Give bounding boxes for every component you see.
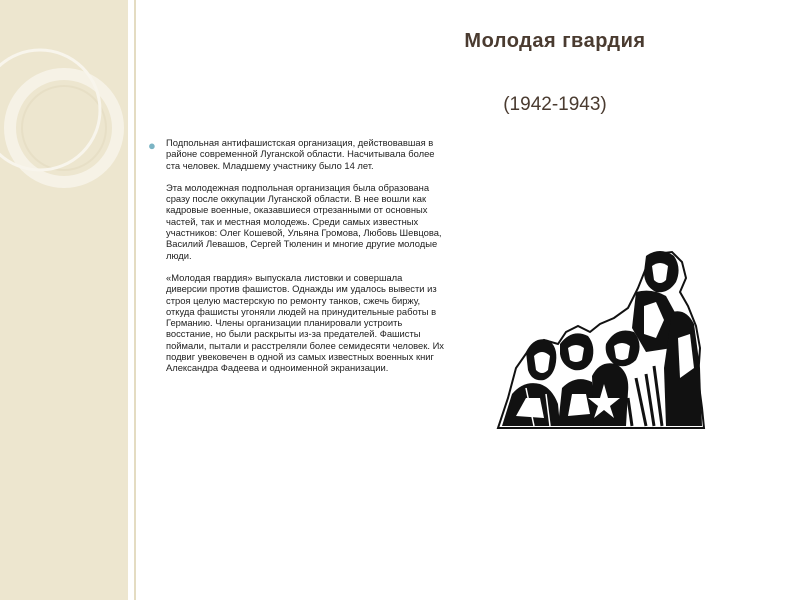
monument-illustration xyxy=(496,248,706,430)
paragraph-activities: «Молодая гвардия» выпускала листовки и совершала диверсии против фашистов. Однажды им удалось вывести из строя целую мастерскую по ремонту танков, сжечь биржу, откуда фашисты угоняли людей на принудительные работы в Германию. Члены организации планировали устроить восстание, но были раскрыты из-за предателей. Фашисты поймали, пытали и расстреляли более семидесяти человек. Их подвиг увековечен в одной из самых известных военных книг Александра Фадеева и одноименной экранизации. xyxy=(166,271,444,374)
slide-body xyxy=(166,137,446,385)
decorative-rings-icon xyxy=(0,0,140,260)
bullet-dot-icon: ● xyxy=(148,138,156,153)
paragraph-members: Эта молодежная подпольная организация была образована сразу после оккупации Луганской области. В нее вошли как кадровые военные, оказавшиеся отрезанными от основных частей, так и местная молодежь. Среди самых известных участников: Олег Кошевой, Ульяна Громова, Любовь Шевцова, Василий Левашов, Сергей Тюленин и многие другие молодые люди. xyxy=(166,181,442,261)
paragraph-intro: Подпольная антифашистская организация, действовавшая в районе современной Луганской области. Насчитывала более ста человек. Младшему участнику было 14 лет. xyxy=(166,137,435,171)
slide-title: Молодая гвардия xyxy=(464,30,646,52)
slide-subtitle: (1942-1943) xyxy=(503,94,607,115)
